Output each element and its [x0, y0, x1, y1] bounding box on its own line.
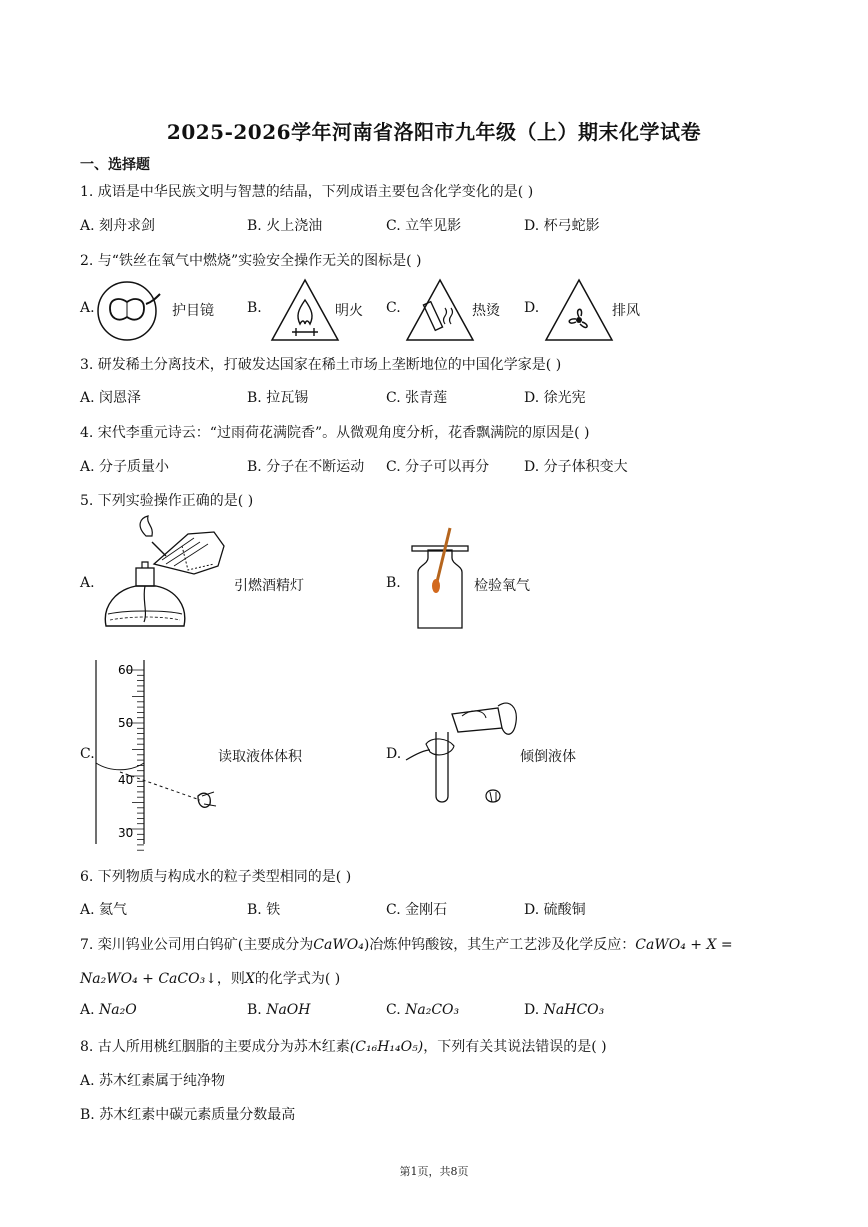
q6-option-b: B. 铁 — [247, 902, 281, 918]
q2-option-b: B. — [247, 300, 262, 316]
q7-equation-left: CaWO₄ + X = — [635, 937, 733, 953]
q7-option-d — [524, 1002, 604, 1018]
cylinder-tick-40: 40 — [118, 773, 134, 787]
q4-option-c: C. 分子可以再分 — [386, 459, 490, 475]
q1-option-a: A. 刻舟求剑 — [80, 218, 156, 234]
q7-option-a — [80, 1002, 137, 1018]
question-2-stem: 2. 与“铁丝在氧气中燃烧”实验安全操作无关的图标是( ) — [80, 253, 422, 269]
q2-label-d: 排风 — [612, 303, 640, 319]
question-5-stem: 5. 下列实验操作正确的是( ) — [80, 493, 254, 509]
q7-stem-2: )冶炼仲钨酸铵，其生产工艺涉及化学反应： — [363, 937, 636, 953]
q5-option-b: B. — [386, 575, 401, 591]
q7-option-b-prefix: B. — [247, 1002, 267, 1018]
q7-option-b — [247, 1002, 311, 1018]
q3-option-a: A. 闵恩泽 — [80, 390, 142, 406]
open-flame-icon — [270, 278, 340, 342]
q5-option-c: C. — [80, 746, 95, 762]
q6-option-d: D. 硫酸铜 — [524, 902, 586, 918]
goggles-icon — [96, 280, 166, 342]
q7-option-a-formula: Na₂O — [99, 1002, 137, 1018]
question-4-stem: 4. 宋代李重元诗云：“过雨荷花满院香”。从微观角度分析，花香飘满院的原因是( ) — [80, 425, 590, 441]
alcohol-lamp-lighting-icon — [96, 516, 236, 646]
q5-label-c: 读取液体体积 — [218, 749, 302, 765]
q7-option-a-prefix: A. — [80, 1002, 100, 1018]
hot-surface-icon — [405, 278, 475, 342]
q7-option-d-formula: NaHCO₃ — [543, 1002, 605, 1018]
q5-option-a: A. — [80, 575, 95, 591]
q3-option-d: D. 徐光宪 — [524, 390, 586, 406]
question-1-stem: 1. 成语是中华民族文明与智慧的结晶，下列成语主要包含化学变化的是( ) — [80, 184, 534, 200]
q4-option-d: D. 分子体积变大 — [524, 459, 628, 475]
question-7-line-2 — [80, 968, 340, 988]
q1-option-d: D. 杯弓蛇影 — [524, 218, 600, 234]
oxygen-test-bottle-icon — [410, 528, 470, 634]
page-footer: 第1页，共8页 — [399, 1165, 469, 1178]
cylinder-tick-50: 50 — [118, 716, 134, 730]
q2-label-b: 明火 — [335, 303, 363, 319]
q7-option-c — [386, 1002, 459, 1018]
q7-x: X — [244, 971, 255, 987]
q7-formula-cawo4: CaWO₄ — [313, 937, 364, 953]
q3-option-c: C. 张青莲 — [386, 390, 448, 406]
cylinder-tick-30: 30 — [118, 826, 134, 840]
q8-option-b: B. 苏木红素中碳元素质量分数最高 — [80, 1107, 296, 1123]
q4-option-a: A. 分子质量小 — [80, 459, 170, 475]
cylinder-tick-60: 60 — [118, 663, 134, 677]
q7-option-c-prefix: C. — [386, 1002, 406, 1018]
q2-option-a: A. — [80, 300, 95, 316]
q4-option-b: B. 分子在不断运动 — [247, 459, 365, 475]
q2-option-d: D. — [524, 300, 540, 316]
q1-option-b: B. 火上浇油 — [247, 218, 323, 234]
q8-formula: (C₁₆H₁₄O₅) — [349, 1039, 424, 1055]
q7-stem-4: 的化学式为( ) — [254, 971, 341, 987]
q2-label-c: 热烫 — [472, 303, 500, 319]
graduated-cylinder-icon — [90, 660, 230, 846]
q7-option-b-formula: NaOH — [266, 1002, 311, 1018]
q6-option-c: C. 金刚石 — [386, 902, 448, 918]
question-7-line-1 — [80, 934, 733, 954]
q7-option-c-formula: Na₂CO₃ — [405, 1002, 460, 1018]
question-3-stem: 3. 研发稀土分离技术，打破发达国家在稀土市场上垄断地位的中国化学家是( ) — [80, 357, 562, 373]
section-heading: 一、选择题 — [80, 157, 150, 173]
exhaust-fan-icon — [544, 278, 614, 342]
q7-equation-right: Na₂WO₄ + CaCO₃↓ — [80, 971, 217, 987]
q8-option-a: A. 苏木红素属于纯净物 — [80, 1073, 226, 1089]
q2-label-a: 护目镜 — [172, 303, 214, 319]
q2-option-c: C. — [386, 300, 401, 316]
q7-stem-1: 7. 栾川钨业公司用白钨矿(主要成分为 — [80, 937, 314, 953]
q5-label-b: 检验氧气 — [474, 578, 530, 594]
q5-label-a: 引燃酒精灯 — [234, 578, 304, 594]
q8-stem-1: 8. 古人所用桃红胭脂的主要成分为苏木红素 — [80, 1039, 350, 1055]
pouring-liquid-icon — [402, 688, 526, 816]
q8-stem-2: ，下列有关其说法错误的是( ) — [423, 1039, 607, 1055]
q6-option-a: A. 氦气 — [80, 902, 128, 918]
question-6-stem: 6. 下列物质与构成水的粒子类型相同的是( ) — [80, 869, 352, 885]
q7-option-d-prefix: D. — [524, 1002, 544, 1018]
q7-stem-3: ，则 — [216, 971, 245, 987]
exam-title: 2025-2026学年河南省洛阳市九年级（上）期末化学试卷 — [166, 120, 702, 144]
q5-option-d: D. — [386, 746, 402, 762]
question-8-stem — [80, 1036, 607, 1056]
q5-label-d: 倾倒液体 — [520, 749, 576, 765]
q3-option-b: B. 拉瓦锡 — [247, 390, 309, 406]
q1-option-c: C. 立竿见影 — [386, 218, 462, 234]
